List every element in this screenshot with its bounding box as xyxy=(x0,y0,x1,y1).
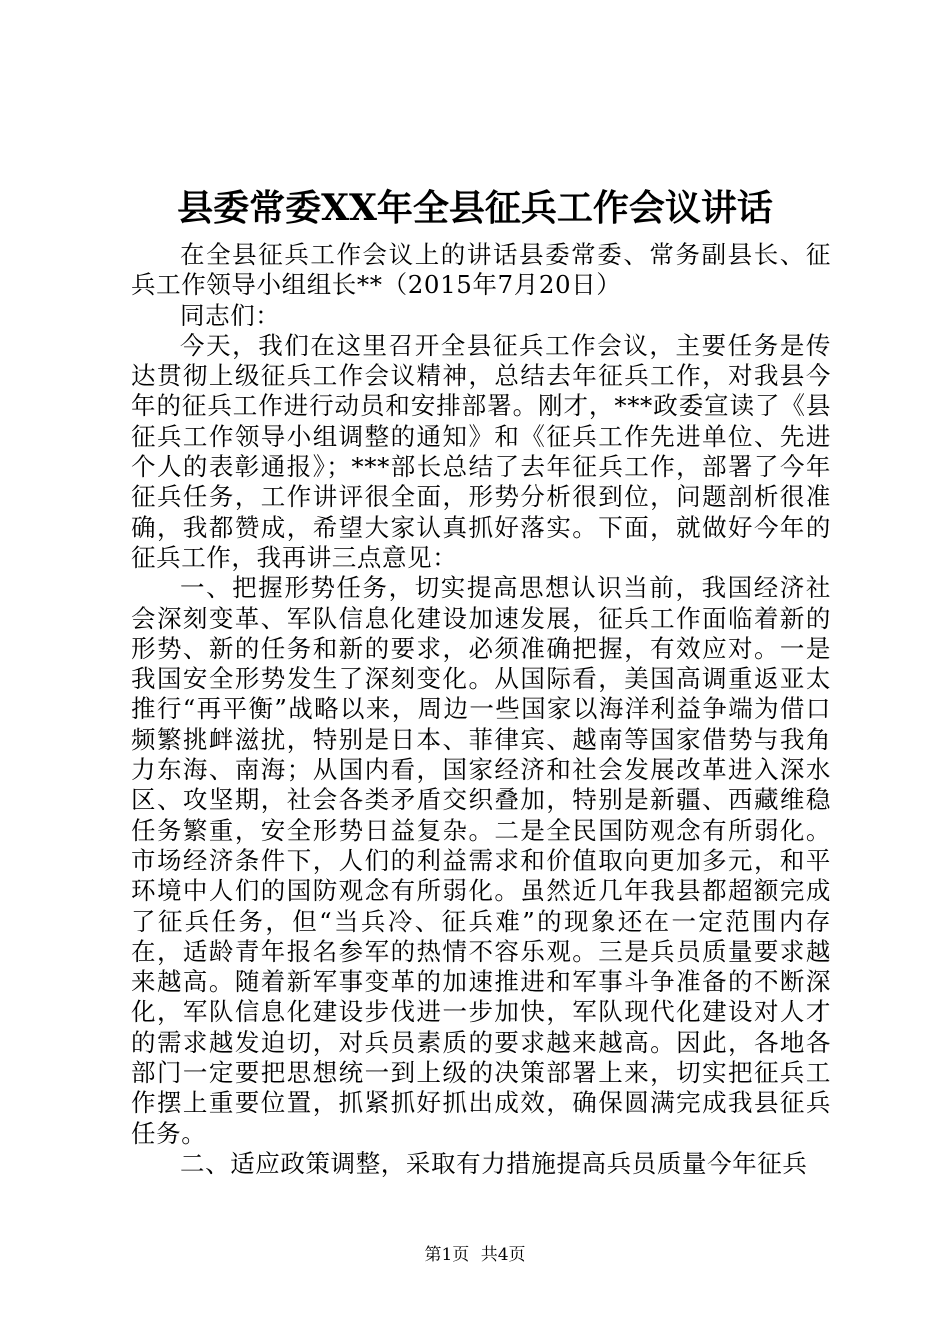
paragraph-opening: 今天，我们在这里召开全县征兵工作会议，主要任务是传达贯彻上级征兵工作会议精神，总结去年征兵工作，对我县今年的征兵工作进行动员和安排部署。刚才，***政委宣读了《县征兵工作领导小组调整的通知》和《征兵工作先进单位、先进个人的表彰通报》；***部长总结了去年征兵工作，部署了今年征兵任务，工作讲评很全面，形势分析很到位，问题剖析很准确，我都赞成，希望大家认真抓好落实。下面，就做好今年的征兵工作，我再讲三点意见： xyxy=(131,330,831,572)
paragraph-section-one: 一、把握形势任务，切实提高思想认识当前，我国经济社会深刻变革、军队信息化建设加速发展，征兵工作面临着新的形势、新的任务和新的要求，必须准确把握，有效应对。一是我国安全形势发生了深刻变化。从国际看，美国高调重返亚太推行“再平衡”战略以来，周边一些国家以海洋利益争端为借口频繁挑衅滋扰，特别是日本、菲律宾、越南等国家借势与我角力东海、南海；从国内看，国家经济和社会发展改革进入深水区、攻坚期，社会各类矛盾交织叠加，特别是新疆、西藏维稳任务繁重，安全形势日益复杂。二是全民国防观念有所弱化。市场经济条件下，人们的利益需求和价值取向更加多元，和平环境中人们的国防观念有所弱化。虽然近几年我县都超额完成了征兵任务，但“当兵冷、征兵难”的现象还在一定范围内存在，适龄青年报名参军的热情不容乐观。三是兵员质量要求越来越高。随着新军事变革的加速推进和军事斗争准备的不断深化，军队信息化建设步伐进一步加快，军队现代化建设对人才的需求越发迫切，对兵员素质的要求越来越高。因此，各地各部门一定要把思想统一到上级的决策部署上来，切实把征兵工作摆上重要位置，抓紧抓好抓出成效，确保圆满完成我县征兵任务。 xyxy=(131,573,831,1148)
paragraph-section-two: 二、适应政策调整，采取有力措施提高兵员质量今年征兵 xyxy=(180,1148,808,1178)
paragraph-intro: 在全县征兵工作会议上的讲话县委常委、常务副县长、征兵工作领导小组组长**（2015年7月20日） xyxy=(131,240,831,300)
document-title: 县委常委XX年全县征兵工作会议讲话 xyxy=(177,187,773,229)
paragraph-salutation: 同志们： xyxy=(180,300,281,330)
page-footer xyxy=(0,1243,950,1267)
page-number-current: 第1页 xyxy=(424,1245,470,1265)
page-number-total: 共4页 xyxy=(480,1245,526,1265)
document-body xyxy=(131,240,831,1179)
